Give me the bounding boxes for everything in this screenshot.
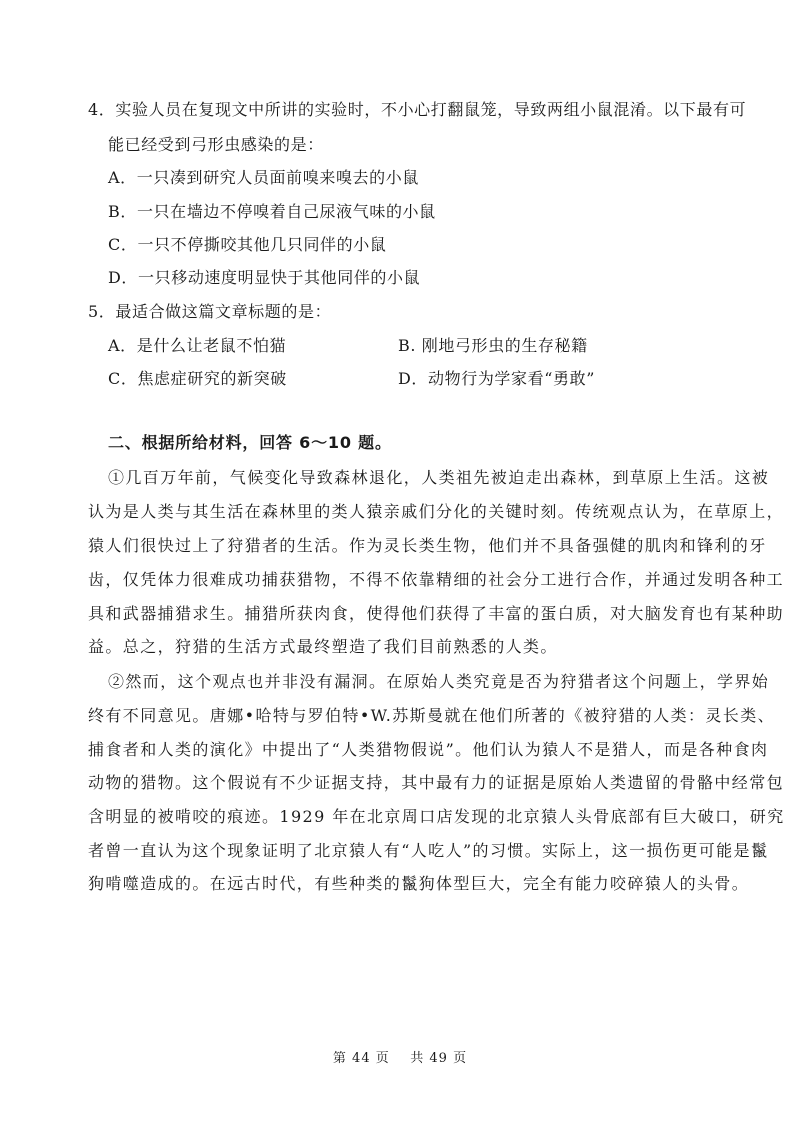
paragraph-2-line-6: 者曾一直认为这个现象证明了北京猿人有“人吃人”的习惯。实际上，这一损伤更可能是鬣: [88, 841, 769, 860]
paragraph-2-line-7: 狗啃噬造成的。在远古时代，有些种类的鬣狗体型巨大，完全有能力咬碎猿人的头骨。: [88, 874, 750, 893]
question-5-line-1: 5．最适合做这篇文章标题的是：: [88, 302, 332, 321]
paragraph-2-line-2: 终有不同意见。唐娜•哈特与罗伯特•W.苏斯曼就在他们所著的《被狩猎的人类：灵长类、: [88, 706, 776, 725]
question-5-option-b: B. 刚地弓形虫的生存秘籍: [398, 336, 588, 355]
paragraph-2-line-5: 含明显的被啃咬的痕迹。1929 年在北京周口店发现的北京猿人头骨底部有巨大破口，研究: [88, 807, 785, 826]
question-4-option-c: C．一只不停撕咬其他几只同伴的小鼠: [108, 235, 387, 254]
paragraph-1-line-4: 齿，仅凭体力很难成功捕获猎物，不得不依靠精细的社会分工进行合作，并通过发明各种工: [88, 570, 785, 589]
question-4-line-1: 4．实验人员在复现文中所讲的实验时，不小心打翻鼠笼，导致两组小鼠混淆。以下最有可: [88, 100, 747, 119]
question-4-option-d: D．一只移动速度明显快于其他同伴的小鼠: [108, 268, 421, 287]
section-2-title: 二、根据所给材料，回答 6～10 题。: [108, 433, 392, 452]
paragraph-2-line-4: 动物的猎物。这个假说有不少证据支持，其中最有力的证据是原始人类遗留的骨骼中经常包: [88, 773, 785, 792]
page-number-footer: 第 44 页 共 49 页: [332, 1051, 468, 1066]
question-5-option-c: C．焦虑症研究的新突破: [108, 369, 287, 388]
question-4-option-b: B．一只在墙边不停嗅着自己尿液气味的小鼠: [108, 202, 436, 221]
question-4-option-a: A．一只凑到研究人员面前嗅来嗅去的小鼠: [108, 168, 419, 187]
paragraph-2-line-3: 捕食者和人类的演化》中提出了“人类猎物假说”。他们认为猿人不是猎人，而是各种食肉: [88, 740, 769, 759]
question-5-option-a: A．是什么让老鼠不怕猫: [108, 336, 287, 355]
paragraph-1-line-3: 猿人们很快过上了狩猎者的生活。作为灵长类生物，他们并不具备强健的肌肉和锋利的牙: [88, 536, 767, 555]
paragraph-1-line-5: 具和武器捕猎求生。捕猎所获肉食，使得他们获得了丰富的蛋白质，对大脑发育也有某种助: [88, 604, 785, 623]
question-4-line-2: 能已经受到弓形虫感染的是：: [108, 135, 324, 154]
paragraph-1-line-6: 益。总之，狩猎的生活方式最终塑造了我们目前熟悉的人类。: [88, 637, 558, 656]
question-5-option-d: D．动物行为学家看“勇敢”: [398, 369, 595, 388]
paragraph-1-line-2: 认为是人类与其生活在森林里的类人猿亲戚们分化的关键时刻。传统观点认为，在草原上，: [88, 502, 785, 521]
paragraph-1-line-1: ①几百万年前，气候变化导致森林退化，人类祖先被迫走出森林，到草原上生活。这被: [108, 468, 770, 487]
paragraph-2-line-1: ②然而，这个观点也并非没有漏洞。在原始人类究竟是否为狩猎者这个问题上，学界始: [108, 672, 770, 691]
